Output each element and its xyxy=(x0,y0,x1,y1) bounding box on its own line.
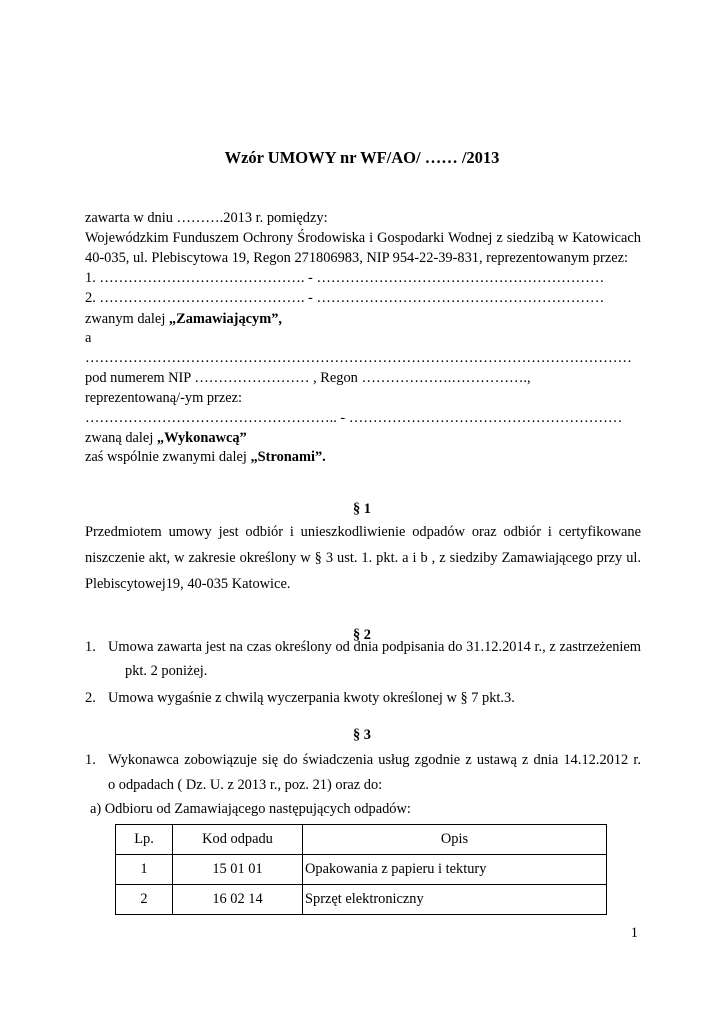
wykonawca-prefix: zwaną dalej xyxy=(85,430,157,446)
waste-code-cell: 15 01 01 xyxy=(173,855,303,885)
section-3-subitem-a: a) Odbioru od Zamawiającego następujących odpadów: xyxy=(90,801,411,817)
section-1-line-1: Przedmiotem umowy jest odbiór i unieszkodliwienie odpadów oraz odbiór i certyfikowane xyxy=(85,524,641,540)
waste-lp-cell: 1 xyxy=(116,855,173,885)
section-3-item-1-number: 1. xyxy=(85,752,96,768)
wykonawca-line xyxy=(85,429,247,447)
waste-table-header-code: Kod odpadu xyxy=(173,825,303,855)
section-2-heading: § 2 xyxy=(353,627,371,643)
strony-term: „Stronami”. xyxy=(250,449,326,465)
strony-prefix: zaś wspólnie zwanymi dalej xyxy=(85,449,251,465)
section-2-item-1-number: 1. xyxy=(85,639,96,655)
representative-2: 2. ……………………………………. - …………………………………………………… xyxy=(85,290,605,306)
intro-party-line: Wojewódzkim Funduszem Ochrony Środowiska i Gospodarki Wodnej z siedzibą w Katowicach xyxy=(85,230,641,246)
zamawiajacy-line xyxy=(85,310,282,328)
waste-table-header-lp: Lp. xyxy=(116,825,173,855)
section-2-item-2-line-1: Umowa wygaśnie z chwilą wyczerpania kwoty określonej w § 7 pkt.3. xyxy=(108,690,515,706)
contractor-represented-line: reprezentowaną/-ym przez: xyxy=(85,390,243,406)
section-1-line-3: Plebiscytowej19, 40-035 Katowice. xyxy=(85,576,291,592)
waste-description-cell: Opakowania z papieru i tektury xyxy=(303,855,607,885)
representative-1: 1. ……………………………………. - …………………………………………………… xyxy=(85,270,605,286)
contractor-representative: …………………………………………….. - ………………………………………………… xyxy=(85,410,623,426)
section-3-item-1-line-1: Wykonawca zobowiązuje się do świadczenia usług zgodnie z ustawą z dnia 14.12.2012 r. xyxy=(108,752,641,768)
intro-address-line: 40-035, ul. Plebiscytowa 19, Regon 271806983, NIP 954-22-39-831, reprezentowanym przez: xyxy=(85,250,628,266)
table-row xyxy=(116,885,607,915)
waste-code-cell: 16 02 14 xyxy=(173,885,303,915)
table-row xyxy=(116,855,607,885)
section-3-heading: § 3 xyxy=(353,727,371,743)
waste-table-header-description: Opis xyxy=(303,825,607,855)
intro-date-line: zawarta w dniu ……….2013 r. pomiędzy: xyxy=(85,210,328,226)
contractor-nip-line: pod numerem NIP …………………… , Regon ……………….……………., xyxy=(85,370,531,386)
waste-table xyxy=(115,824,607,915)
conjunction-a: a xyxy=(85,330,92,346)
section-2-item-1-line-2: pkt. 2 poniżej. xyxy=(125,663,208,679)
waste-lp-cell: 2 xyxy=(116,885,173,915)
section-3-item-1-line-2: o odpadach ( Dz. U. z 2013 r., poz. 21) oraz do: xyxy=(108,777,383,793)
wykonawca-term: „Wykonawcą” xyxy=(156,430,247,446)
zamawiajacy-prefix: zwanym dalej xyxy=(85,311,169,327)
zamawiajacy-term: „Zamawiającym”, xyxy=(168,311,283,327)
section-1-line-2: niszczenie akt, w zakresie określony w § 3 ust. 1. pkt. a i b , z siedziby Zamawiającego przy ul. xyxy=(85,550,641,566)
section-2-item-1-line-1: Umowa zawarta jest na czas określony od dnia podpisania do 31.12.2014 r., z zastrzeżeniem xyxy=(108,639,641,655)
section-1-heading: § 1 xyxy=(353,501,371,517)
waste-description-cell: Sprzęt elektroniczny xyxy=(303,885,607,915)
contract-title: Wzór UMOWY nr WF/AO/ …… /2013 xyxy=(224,148,500,167)
waste-table-header-row xyxy=(116,825,607,855)
strony-line xyxy=(85,448,326,466)
contractor-name-blank: …………………………………………………………………………………………………… xyxy=(85,350,632,366)
section-2-item-2-number: 2. xyxy=(85,690,96,706)
page-number: 1 xyxy=(630,925,638,941)
